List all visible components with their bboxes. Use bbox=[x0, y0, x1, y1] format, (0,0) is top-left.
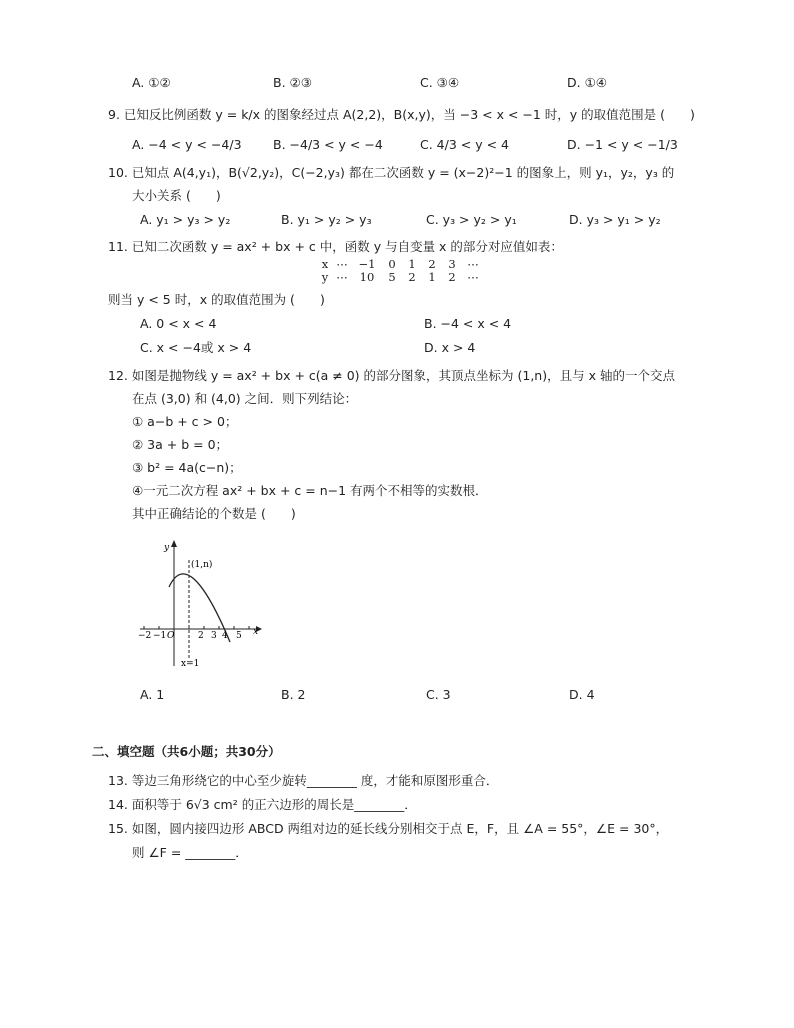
q10-option-a: A. y₁ > y₃ > y₂ bbox=[140, 212, 231, 227]
q10-option-c: C. y₃ > y₂ > y₁ bbox=[426, 212, 517, 227]
table-cell: −1 bbox=[358, 257, 376, 271]
q11-option-d: D. x > 4 bbox=[424, 340, 476, 355]
q12-item-2: ② 3a + b = 0； bbox=[132, 437, 229, 452]
table-cell: ⋯ bbox=[336, 270, 348, 284]
origin-label: O bbox=[167, 631, 175, 641]
q9-stem: 9. 已知反比例函数 y = k/x 的图象经过点 A(2,2)，B(x,y)，当 −3 < x < −1 时，y 的取值范围是 ( ) bbox=[108, 107, 695, 122]
table-cell: y bbox=[321, 270, 329, 284]
q8-option-c: C. ③④ bbox=[420, 75, 460, 90]
q12-stem-line3: 其中正确结论的个数是 ( ) bbox=[132, 506, 296, 521]
q11-option-a: A. 0 < x < 4 bbox=[140, 316, 217, 331]
symmetry-axis-label: x=1 bbox=[181, 659, 200, 669]
table-cell: 5 bbox=[388, 270, 396, 284]
q10-option-b: B. y₁ > y₂ > y₃ bbox=[281, 212, 372, 227]
table-cell: 2 bbox=[428, 257, 436, 271]
q12-item-3: ③ b² = 4a(c−n)； bbox=[132, 460, 242, 475]
x-axis-label: x bbox=[253, 627, 259, 637]
tick-label: −2 bbox=[138, 631, 152, 641]
q15-line2: 则 ∠F = ________． bbox=[132, 845, 248, 860]
table-cell: 10 bbox=[359, 270, 375, 284]
q10-option-d: D. y₃ > y₁ > y₂ bbox=[569, 212, 661, 227]
y-axis-arrow bbox=[171, 540, 177, 547]
table-cell: 1 bbox=[428, 270, 436, 284]
q8-option-a: A. ①② bbox=[132, 75, 171, 90]
q9-option-c: C. 4/3 < y < 4 bbox=[420, 137, 509, 152]
tick-label: 3 bbox=[211, 631, 217, 641]
q11-option-c: C. x < −4或 x > 4 bbox=[140, 340, 252, 355]
q9-option-d: D. −1 < y < −1/3 bbox=[567, 137, 678, 152]
vertex-label: (1,n) bbox=[191, 560, 213, 570]
table-row-y bbox=[318, 271, 484, 284]
table-cell: 0 bbox=[388, 257, 396, 271]
q12-item-1: ① a−b + c > 0； bbox=[132, 414, 238, 429]
tick-label: 4 bbox=[222, 631, 228, 641]
table-cell: ⋯ bbox=[336, 257, 348, 271]
table-cell: 2 bbox=[448, 270, 456, 284]
q11-stem: 11. 已知二次函数 y = ax² + bx + c 中，函数 y 与自变量 x 的部分对应值如表： bbox=[108, 239, 563, 254]
q9-option-a: A. −4 < y < −4/3 bbox=[132, 137, 242, 152]
q11-stem-line2: 则当 y < 5 时，x 的取值范围为 ( ) bbox=[108, 292, 325, 307]
table-cell: ⋯ bbox=[467, 270, 479, 284]
y-axis-label: y bbox=[164, 543, 170, 553]
q12-stem-line2: 在点 (3,0) 和 (4,0) 之间．则下列结论： bbox=[132, 391, 358, 406]
tick-label: 5 bbox=[236, 631, 242, 641]
q12-option-d: D. 4 bbox=[569, 687, 595, 702]
q11-option-b: B. −4 < x < 4 bbox=[424, 316, 512, 331]
q13: 13. 等边三角形绕它的中心至少旋转________ 度，才能和原图形重合． bbox=[108, 773, 499, 788]
q10-stem-line2: 大小关系 ( ) bbox=[132, 188, 221, 203]
q8-option-b: B. ②③ bbox=[273, 75, 312, 90]
table-cell: 2 bbox=[408, 270, 416, 284]
parabola-figure bbox=[134, 538, 264, 670]
section-title: 二、填空题（共6小题；共30分） bbox=[92, 744, 281, 759]
q15-line1: 15. 如图，圆内接四边形 ABCD 两组对边的延长线分别相交于点 E，F，且 ∠A = 55°，∠E = 30°， bbox=[108, 821, 669, 836]
q12-option-b: B. 2 bbox=[281, 687, 306, 702]
q12-item-4: ④一元二次方程 ax² + bx + c = n−1 有两个不相等的实数根． bbox=[132, 483, 488, 498]
table-cell: 3 bbox=[448, 257, 456, 271]
table-cell: 1 bbox=[408, 257, 416, 271]
tick-label: 2 bbox=[198, 631, 204, 641]
q12-option-c: C. 3 bbox=[426, 687, 451, 702]
table-cell: x bbox=[321, 257, 329, 271]
q10-stem-line1: 10. 已知点 A(4,y₁)，B(√2,y₂)，C(−2,y₃) 都在二次函数 y = (x−2)²−1 的图象上，则 y₁，y₂，y₃ 的 bbox=[108, 165, 675, 180]
tick-label: −1 bbox=[153, 631, 167, 641]
value-table bbox=[318, 258, 484, 284]
table-cell: ⋯ bbox=[467, 257, 479, 271]
q9-option-b: B. −4/3 < y < −4 bbox=[273, 137, 383, 152]
q12-option-a: A. 1 bbox=[140, 687, 165, 702]
q8-option-d: D. ①④ bbox=[567, 75, 607, 90]
q14: 14. 面积等于 6√3 cm² 的正六边形的周长是________． bbox=[108, 797, 417, 812]
q12-stem-line1: 12. 如图是抛物线 y = ax² + bx + c(a ≠ 0) 的部分图象，其顶点坐标为 (1,n)，且与 x 轴的一个交点 bbox=[108, 368, 675, 383]
